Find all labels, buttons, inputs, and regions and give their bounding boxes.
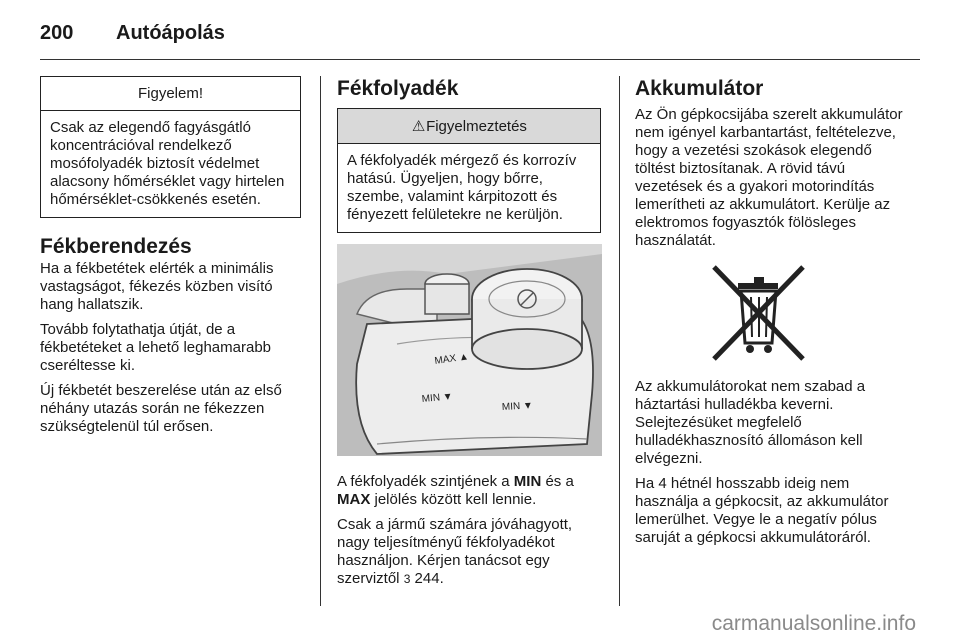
warning-header xyxy=(338,109,600,144)
notice-title: Figyelem! xyxy=(41,77,300,111)
warning-body: A fékfolyadék mérgező és korrozív hatású. Ügyeljen, hogy bőrre, szembe, valamint kárpitozott és fényezett felületekre ne kerüljön. xyxy=(347,152,577,223)
column-middle xyxy=(337,76,602,588)
notice-box xyxy=(40,76,301,218)
battery-paragraph-2: Az akkumulátorokat nem szabad a háztartási hulladékba keverni. Selejtezésüket megfelelő hulladékhasznosító állomáson kell elvégezni. xyxy=(635,378,866,467)
min-mark-label-left: MIN ▼ xyxy=(421,391,454,405)
page-reference[interactable]: 244. xyxy=(410,570,444,587)
warning-box xyxy=(337,108,601,233)
battery-paragraph-1: Az Ön gépkocsijába szerelt akkumulátor nem igényel karbantartást, feltételezve, hogy a vezetési szokások elegendő töltést biztosítanak. A rövid távú vezetések és a gyakori motorindítás lemerítheti az akkumulátort. Kerülje az elektromos fogyasztók fölösleges használatát. xyxy=(635,106,903,249)
warning-triangle-icon: ⚠ xyxy=(411,118,426,135)
approved-fluid-text: Csak a jármű számára jóváhagyott, nagy teljesítményű fékfolyadékot használjon. Kérjen tanácsot egy szerviztől xyxy=(337,516,573,587)
brakes-paragraph-3: Új fékbetét beszerelése után az első néhány utazás során ne fékezzen szükségtelenül túl erősen. xyxy=(40,382,282,435)
notice-body: Csak az elegendő fagyásgátló koncentrációval rendelkező mosófolyadék biztosít védelmet alacsony hőmérséklet vagy hirtelen hőmérséklet-csökkenés esetén. xyxy=(50,119,285,208)
brake-fluid-heading: Fékfolyadék xyxy=(337,77,459,100)
fluid-level-text-b: és a xyxy=(541,473,574,490)
page-reference-arrow-icon: 3 xyxy=(403,572,411,586)
max-mark-label: MAX ▲ xyxy=(433,351,470,367)
battery-heading: Akkumulátor xyxy=(635,77,764,100)
fluid-level-text-c: jelölés között kell lennie. xyxy=(370,491,537,508)
brake-fluid-reservoir-photo xyxy=(337,244,602,456)
min-bold: MIN xyxy=(513,473,542,490)
fluid-level-paragraph xyxy=(337,473,602,509)
header-rule xyxy=(40,59,920,60)
brakes-paragraph-1: Ha a fékbetétek elérték a minimális vastagságot, fékezés közben visító hang hallatszik. xyxy=(40,260,274,313)
page-header xyxy=(40,22,225,45)
warning-title: Figyelmeztetés xyxy=(426,118,527,135)
brakes-heading: Fékberendezés xyxy=(40,235,192,258)
brakes-paragraph-2: Tovább folytathatja útját, de a fékbetéteket a lehető leghamarabb cseréltesse ki. xyxy=(40,321,271,374)
column-right xyxy=(635,76,903,547)
approved-fluid-paragraph xyxy=(337,516,602,588)
column-divider-1 xyxy=(320,76,321,606)
column-left xyxy=(40,76,302,436)
fluid-level-text-a: A fékfolyadék szintjének a xyxy=(337,473,514,490)
section-title: Autóápolás xyxy=(116,22,225,44)
column-divider-2 xyxy=(619,76,620,606)
watermark: carmanualsonline.info xyxy=(711,612,916,635)
battery-paragraph-3: Ha 4 hétnél hosszabb ideig nem használja a gépkocsit, az akkumulátor lemerülhet. Vegye le a negatív pólus saruját a gépkocsi akkumulátoráról. xyxy=(635,475,889,546)
max-bold: MAX xyxy=(337,491,371,508)
page-number: 200 xyxy=(40,22,74,44)
min-mark-label-right: MIN ▼ xyxy=(501,400,534,413)
reservoir-illustration xyxy=(337,244,602,456)
crossed-out-wheelie-bin-icon xyxy=(706,263,811,363)
